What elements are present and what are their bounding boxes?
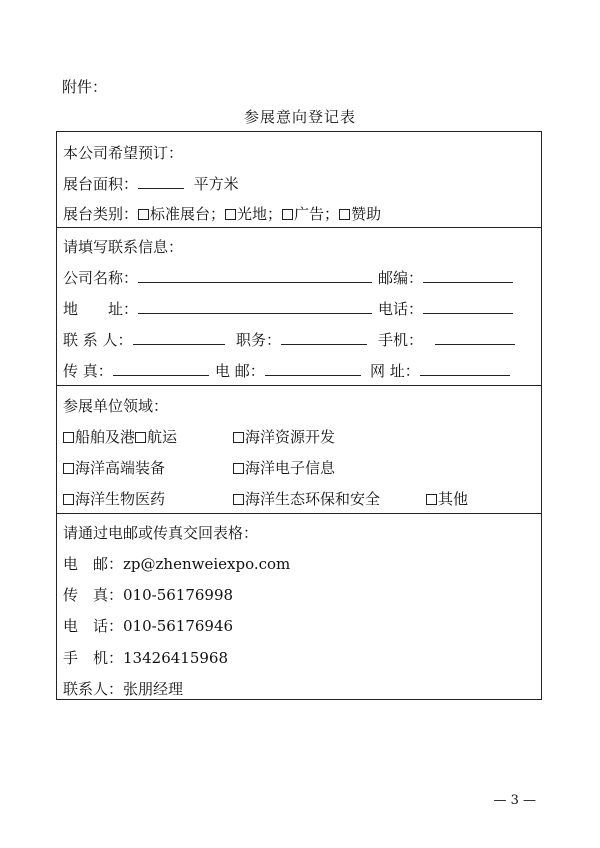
company-row bbox=[63, 267, 372, 288]
job-title-field[interactable] bbox=[281, 330, 367, 345]
return-phone-row bbox=[63, 615, 233, 636]
email-row bbox=[215, 360, 361, 381]
job-title-label: 职务： bbox=[236, 331, 282, 349]
checkbox-marine-ecology-safety[interactable] bbox=[233, 494, 244, 505]
checkbox-other[interactable] bbox=[426, 494, 437, 505]
attachment-label: 附件： bbox=[62, 78, 108, 96]
checkbox-standard-booth[interactable] bbox=[138, 209, 149, 220]
return-mobile-value: 13426415968 bbox=[123, 649, 228, 667]
field-shipbuilding-ports: 船舶及港 bbox=[75, 428, 136, 446]
option-advertising: 广告； bbox=[294, 205, 340, 223]
mobile-row bbox=[378, 329, 515, 350]
checkbox-marine-biomedicine[interactable] bbox=[63, 494, 74, 505]
return-mobile-row bbox=[63, 647, 228, 668]
field-marine-ecology-group bbox=[233, 488, 380, 509]
job-title-row bbox=[236, 329, 367, 350]
checkbox-raw-space[interactable] bbox=[225, 209, 236, 220]
field-other-group bbox=[426, 488, 468, 509]
booth-area-row bbox=[63, 173, 239, 194]
booth-area-unit: 平方米 bbox=[193, 175, 239, 193]
email-field[interactable] bbox=[265, 361, 361, 376]
return-contact-row bbox=[63, 678, 183, 699]
page-number: — 3 — bbox=[493, 793, 536, 808]
field-marine-resources-group bbox=[233, 426, 335, 447]
address-label-a: 地 bbox=[63, 300, 79, 318]
section2-heading: 请填写联系信息： bbox=[63, 238, 184, 256]
email-label: 电 邮： bbox=[215, 362, 265, 380]
address-label-b: 址： bbox=[108, 300, 139, 318]
mobile-field[interactable] bbox=[435, 330, 515, 345]
booth-category-label: 展台类别： bbox=[63, 205, 139, 223]
phone-row bbox=[378, 298, 513, 319]
option-raw-space: 光地； bbox=[237, 205, 283, 223]
postcode-field[interactable] bbox=[423, 268, 513, 283]
checkbox-shipping[interactable] bbox=[135, 432, 146, 443]
field-row-3 bbox=[63, 488, 165, 509]
return-email-value: zp@zhenweiexpo.com bbox=[123, 555, 291, 573]
field-marine-electronics: 海洋电子信息 bbox=[245, 459, 336, 477]
field-marine-electronics-group bbox=[233, 457, 335, 478]
return-phone-value: 010-56176946 bbox=[123, 617, 234, 635]
return-fax-value: 010-56176998 bbox=[123, 586, 234, 604]
return-fax-label: 传 真： bbox=[63, 586, 124, 604]
return-email-label: 电 邮： bbox=[63, 555, 124, 573]
checkbox-marine-resources[interactable] bbox=[233, 432, 244, 443]
field-row-2 bbox=[63, 457, 165, 478]
field-row-1 bbox=[63, 426, 177, 447]
address-row bbox=[63, 298, 372, 319]
checkbox-advertising[interactable] bbox=[282, 209, 293, 220]
mobile-label: 手机： bbox=[378, 331, 424, 349]
section1-heading: 本公司希望预订： bbox=[63, 144, 184, 162]
field-marine-biomedicine: 海洋生物医药 bbox=[75, 490, 166, 508]
option-standard-booth: 标准展台； bbox=[150, 205, 226, 223]
divider bbox=[57, 513, 541, 514]
return-phone-label: 电 话： bbox=[63, 617, 124, 635]
booth-area-label: 展台面积： bbox=[63, 175, 139, 193]
fax-row bbox=[63, 360, 209, 381]
booth-category-row bbox=[63, 203, 381, 224]
section3-heading: 参展单位领域： bbox=[63, 397, 169, 415]
divider bbox=[57, 227, 541, 228]
return-fax-row bbox=[63, 584, 233, 605]
booth-area-field[interactable] bbox=[138, 174, 184, 189]
checkbox-shipbuilding-ports[interactable] bbox=[63, 432, 74, 443]
registration-form-table bbox=[56, 131, 542, 700]
return-contact-value: 张朋经理 bbox=[123, 680, 184, 698]
phone-label: 电话： bbox=[378, 300, 424, 318]
field-marine-ecology-safety: 海洋生态环保和安全 bbox=[245, 490, 381, 508]
return-email-row bbox=[63, 553, 290, 574]
contact-person-field[interactable] bbox=[133, 330, 225, 345]
checkbox-sponsorship[interactable] bbox=[339, 209, 350, 220]
fax-field[interactable] bbox=[113, 361, 209, 376]
checkbox-marine-equipment[interactable] bbox=[63, 463, 74, 474]
address-field[interactable] bbox=[138, 299, 372, 314]
field-marine-equipment: 海洋高端装备 bbox=[75, 459, 166, 477]
contact-row bbox=[63, 329, 225, 350]
return-mobile-label: 手 机： bbox=[63, 649, 124, 667]
company-name-label: 公司名称： bbox=[63, 269, 139, 287]
field-shipping: 航运 bbox=[147, 428, 178, 446]
website-label: 网 址： bbox=[370, 362, 420, 380]
checkbox-marine-electronics[interactable] bbox=[233, 463, 244, 474]
option-sponsorship: 赞助 bbox=[351, 205, 382, 223]
return-contact-label: 联系人： bbox=[63, 680, 124, 698]
contact-person-label: 联 系 人： bbox=[63, 331, 133, 349]
field-marine-resources: 海洋资源开发 bbox=[245, 428, 336, 446]
website-row bbox=[370, 360, 510, 381]
divider bbox=[57, 385, 541, 386]
postcode-row bbox=[378, 267, 513, 288]
website-field[interactable] bbox=[420, 361, 510, 376]
form-title: 参展意向登记表 bbox=[243, 108, 356, 126]
postcode-label: 邮编： bbox=[378, 269, 424, 287]
section4-heading: 请通过电邮或传真交回表格： bbox=[63, 524, 259, 542]
company-name-field[interactable] bbox=[138, 268, 372, 283]
field-other: 其他 bbox=[438, 490, 469, 508]
phone-field[interactable] bbox=[423, 299, 513, 314]
fax-label: 传 真： bbox=[63, 362, 113, 380]
